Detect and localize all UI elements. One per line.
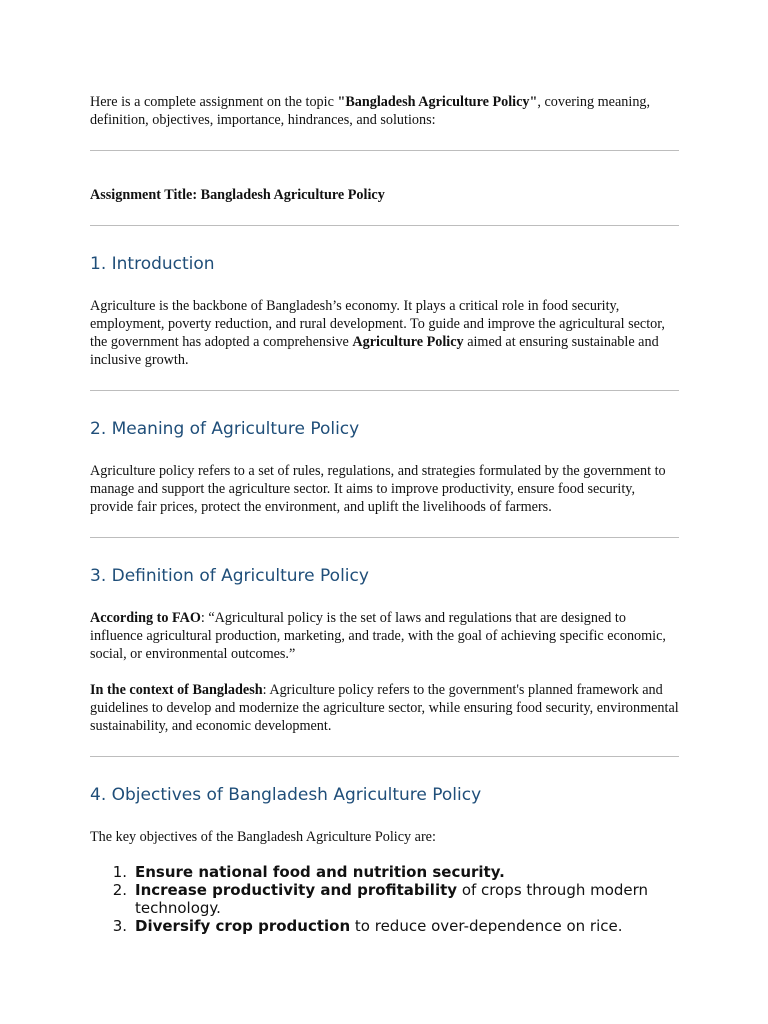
assignment-title: Assignment Title: Bangladesh Agriculture Policy xyxy=(90,187,385,203)
divider xyxy=(90,537,679,538)
document-content xyxy=(90,93,679,935)
intro-topic: "Bangladesh Agriculture Policy" xyxy=(337,94,538,110)
list-item: 2. Increase productivity and profitability of crops through modern technology. xyxy=(112,881,649,917)
bangladesh-definition-paragraph: In the context of Bangladesh: Agriculture policy refers to the government's planned framework and guidelines to develop and modernize the agriculture sector, while ensuring food security, environmental sustainability, and economic development. xyxy=(90,682,679,734)
heading-meaning: 2. Meaning of Agriculture Policy xyxy=(90,419,360,439)
objectives-list xyxy=(90,863,679,935)
divider xyxy=(90,225,679,226)
intro-paragraph: Here is a complete assignment on the topic "Bangladesh Agriculture Policy", covering meaning, definition, objectives, importance, hindrances, and solutions: xyxy=(90,94,651,128)
divider xyxy=(90,756,679,757)
fao-definition-paragraph: According to FAO: “Agricultural policy is the set of laws and regulations that are designed to influence agricultural production, marketing, and trade, with the goal of achieving specific economic, social, or environmental outcomes.” xyxy=(90,610,666,662)
list-item: 3. Diversify crop production to reduce over-dependence on rice. xyxy=(112,917,623,935)
introduction-paragraph: Agriculture is the backbone of Bangladesh’s economy. It plays a critical role in food security, employment, poverty reduction, and rural development. To guide and improve the agricultural sector, the government has adopted a comprehensive Agriculture Policy aimed at ensuring sustainable and inclusive growth. xyxy=(90,298,665,368)
objectives-lead: The key objectives of the Bangladesh Agriculture Policy are: xyxy=(90,829,436,845)
list-item: 1. Ensure national food and nutrition security. xyxy=(112,863,505,881)
heading-objectives: 4. Objectives of Bangladesh Agriculture Policy xyxy=(90,785,482,805)
heading-introduction: 1. Introduction xyxy=(90,254,215,274)
divider xyxy=(90,390,679,391)
heading-definition: 3. Definition of Agriculture Policy xyxy=(90,566,369,586)
divider xyxy=(90,150,679,151)
meaning-paragraph: Agriculture policy refers to a set of rules, regulations, and strategies formulated by the government to manage and support the agriculture sector. It aims to improve productivity, ensure food security, provide fair prices, protect the environment, and uplift the livelihoods of farmers. xyxy=(90,463,666,515)
